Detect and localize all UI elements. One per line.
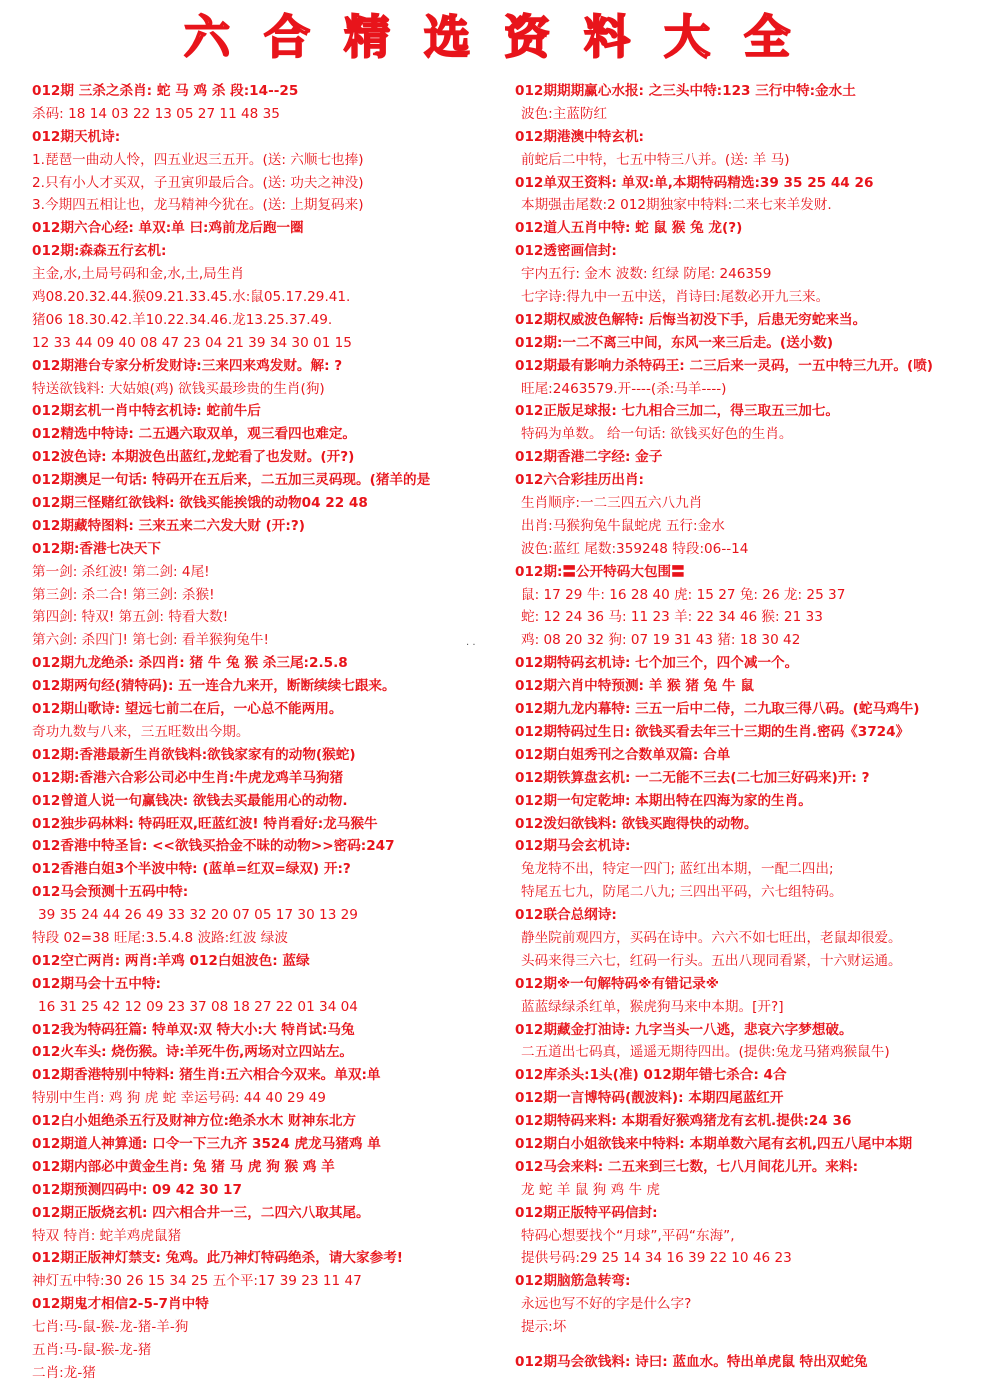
text-line: 特段 02=38 旺尾:3.5.4.8 波路:红波 绿波 — [32, 929, 288, 946]
section-heading: 012我为特码狂篇: 特单双:双 特大小:大 特肖试:马兔 — [32, 1021, 355, 1038]
section-heading: 012期香港二字经: 金子 — [515, 449, 663, 466]
section-heading: 012期※一句解特码※有错记录※ — [515, 975, 719, 992]
section-heading: 012期 三杀之杀肖: 蛇 马 鸡 杀 段:14--25 — [32, 83, 299, 99]
left-column — [32, 80, 500, 1385]
section-heading: 012期特码玄机诗: 七个加三个，四个减一个。 — [515, 655, 799, 672]
section-heading: 012期特码来料: 本期看好猴鸡猪龙有玄机.提供:24 36 — [515, 1113, 852, 1130]
section-heading: 012六合彩挂历出肖: — [515, 472, 644, 489]
section-heading: 012期澳足一句话: 特码开在五后来，二五加三灵码现。(猪羊的是 — [32, 472, 431, 489]
section-heading: 012期六肖中特预测: 羊 猴 猪 兔 牛 鼠 — [515, 678, 754, 695]
text-line: 永远也写不好的字是什么字? — [521, 1296, 692, 1313]
text-line: 出肖:马猴狗兔牛鼠蛇虎 五行:金水 — [521, 517, 725, 534]
text-line: 主金,水,土局号码和金,水,土,局生肖 — [32, 266, 244, 283]
text-line: 宇内五行: 金木 波数: 红绿 防尾: 246359 — [521, 266, 772, 283]
section-heading: 012期一句定乾坤: 本期出特在四海为家的生肖。 — [515, 792, 812, 809]
section-heading: 012期三怪赌红欲钱料: 欲钱买能挨饿的动物04 22 48 — [32, 495, 368, 512]
section-heading: 012正版足球报: 七九相合三加二，得三取五三加七。 — [515, 403, 840, 420]
text-line: 特尾五七九，防尾二八九; 三四出平码，六七组特码。 — [521, 884, 843, 901]
section-heading: 012期九龙绝杀: 杀四肖: 猪 牛 兔 猴 杀三尾:2.5.8 — [32, 655, 348, 672]
section-heading: 012期最有影响力杀特码王: 二三后来一灵码，一五中特三九开。(喷) — [515, 357, 933, 374]
text-line: 特码心想要找个“月球”,平码“东海”, — [521, 1227, 735, 1244]
section-heading: 012期港台专家分析发财诗:三来四来鸡发财。解: ? — [32, 357, 343, 374]
section-heading: 012期六合心经: 单双:单 曰:鸡前龙后跑一圈 — [32, 220, 304, 237]
section-heading: 012期一言博特码(靓波料): 本期四尾蓝红开 — [515, 1090, 784, 1107]
section-heading: 012期九龙内幕特: 三五一后中二侍，二九取三得八码。(蛇马鸡牛) — [515, 701, 920, 718]
text-line: 旺尾:2463579.开----(杀:马羊----) — [521, 380, 727, 397]
section-heading: 012期内部必中黄金生肖: 兔 猪 马 虎 狗 猴 鸡 羊 — [32, 1158, 335, 1175]
text-line: 龙 蛇 羊 鼠 狗 鸡 牛 虎 — [521, 1181, 660, 1198]
text-line: 五肖:马-鼠-猴-龙-猪 — [32, 1341, 152, 1358]
section-heading: 012道人五肖中特: 蛇 鼠 猴 兔 龙(?) — [515, 220, 743, 237]
section-heading: 012期道人神算通: 口令一下三九齐 3524 虎龙马猪鸡 单 — [32, 1135, 381, 1152]
section-heading: 012香港白姐3个半波中特: (蓝单=红双=绿双) 开:? — [32, 861, 351, 878]
text-line: 猪06 18.30.42.羊10.22.34.46.龙13.25.37.49. — [32, 311, 333, 328]
section-heading: 012波色诗: 本期波色出蓝红,龙蛇看了也发财。(开?) — [32, 449, 355, 466]
text-line: 特双 特肖: 蛇羊鸡虎鼠猪 — [32, 1227, 182, 1244]
text-line: 第三剑: 杀二合! 第三剑: 杀猴! — [32, 586, 215, 603]
text-line: 七肖:马-鼠-猴-龙-猪-羊-狗 — [32, 1319, 189, 1336]
section-heading: 012库杀头:1头(准) 012期年错七杀合: 4合 — [515, 1067, 787, 1084]
section-heading: 012期藏金打油诗: 九字当头一八逃，悲哀六字梦想破。 — [515, 1021, 853, 1038]
section-heading: 012曾道人说一句赢钱决: 欲钱去买最能用心的动物. — [32, 792, 348, 809]
section-heading: 012期:〓公开特码大包围〓 — [515, 563, 685, 580]
text-line: 七字诗:得九中一五中送，肖诗曰:尾数必开九三来。 — [521, 289, 830, 306]
text-line: 头码来得三六七，红码一行头。五出八现同看紧，十六财运通。 — [521, 952, 902, 969]
text-line: 第一剑: 杀红波! 第二剑: 4尾! — [32, 563, 210, 580]
section-heading: 012香港中特圣旨: <<欲钱买拾金不昧的动物>>密码:247 — [32, 838, 395, 855]
section-heading: 012期港澳中特玄机: — [515, 128, 644, 145]
section-heading: 012精选中特诗: 二五遇六取双单，观三看四也难定。 — [32, 426, 357, 443]
text-line: 特码为单数。 给一句话: 欲钱买好色的生肖。 — [521, 426, 793, 443]
section-heading: 012期山歌诗: 望远七前二在后，一心总不能两用。 — [32, 701, 343, 718]
section-heading: 012单双王资料: 单双:单,本期特码精选:39 35 25 44 26 — [515, 174, 874, 191]
text-line: 奇功九数与八来，三五旺数出今期。 — [32, 723, 250, 740]
text-line: 3.今期四五相让也，龙马精神今犹在。(送: 上期复码来) — [32, 197, 364, 214]
text-line: 神灯五中特:30 26 15 34 25 五个平:17 39 23 11 47 — [32, 1273, 362, 1290]
section-heading: 012马会来料: 二五来到三七数，七八月间花儿开。来料: — [515, 1158, 859, 1175]
section-heading: 012期马会十五中特: — [32, 975, 161, 992]
section-heading: 012期特码过生日: 欲钱买看去年三十三期的生肖.密码《3724》 — [515, 723, 910, 740]
section-heading: 012联合总纲诗: — [515, 907, 617, 924]
section-heading: 012期铁算盘玄机: 一二无能不三去(二七加三好码来)开: ? — [515, 769, 870, 786]
right-column — [515, 80, 1003, 1373]
text-line: 蛇: 12 24 36 马: 11 23 羊: 22 34 46 猴: 21 33 — [521, 609, 823, 626]
text-line: 波色:蓝红 尾数:359248 特段:06--14 — [521, 540, 749, 557]
text-line: 提示:坏 — [521, 1319, 567, 1336]
text-line: 特送欲钱料: 大姑娘(鸡) 欲钱买最珍贵的生肖(狗) — [32, 380, 325, 397]
text-line: 16 31 25 42 12 09 23 37 08 18 27 22 01 34 04 — [38, 998, 358, 1015]
section-heading: 012期正版特平码信封: — [515, 1204, 658, 1221]
text-line: 本期强击尾数:2 012期独家中特料:二来七来羊发财. — [521, 197, 832, 214]
text-line: 鸡: 08 20 32 狗: 07 19 31 43 猪: 18 30 42 — [521, 632, 801, 649]
text-line: 二肖:龙-猪 — [32, 1364, 96, 1381]
text-line: 生肖顺序:一二三四五六八九肖 — [521, 495, 703, 512]
text-line: 蓝蓝绿绿杀红单，猴虎狗马来中本期。[开?] — [521, 998, 784, 1015]
text-line: 二五道出七码真，遥遥无期待四出。(提供:兔龙马猪鸡猴鼠牛) — [521, 1044, 890, 1061]
text-line: 鸡08.20.32.44.猴09.21.33.45.水:鼠05.17.29.41. — [32, 289, 351, 306]
text-line: 39 35 24 44 26 49 33 32 20 07 05 17 30 13 29 — [38, 907, 358, 924]
text-line: 提供号码:29 25 14 34 16 39 22 10 46 23 — [521, 1250, 792, 1267]
section-heading: 012期白姐秀刊之合数单双篇: 合单 — [515, 746, 731, 763]
text-line: 1.琵琶一曲动人怜，四五业迟三五开。(送: 六顺七也捧) — [32, 151, 364, 168]
section-heading: 012期权威波色解特: 后悔当初没下手，后患无穷蛇来当。 — [515, 311, 867, 328]
section-heading: 012期:香港七决天下 — [32, 540, 161, 557]
text-line: 兔龙特不出，特定一四门; 蓝红出本期，一配二四出; — [521, 861, 834, 878]
section-heading: 012期:香港最新生肖欲钱料:欲钱家家有的动物(猴蛇) — [32, 746, 356, 763]
section-heading: 012期香港特别中特料: 猪生肖:五六相合今双来。单双:单 — [32, 1067, 381, 1084]
text-line: 12 33 44 09 40 08 47 23 04 21 39 34 30 01 15 — [32, 334, 352, 351]
section-heading: 012期两句经(猜特码): 五一连合九来开，断断续续七跟来。 — [32, 678, 396, 695]
section-heading: 012期马会玄机诗: — [515, 838, 631, 855]
section-heading: 012马会预测十五码中特: — [32, 884, 189, 901]
text-line: 鼠: 17 29 牛: 16 28 40 虎: 15 27 兔: 26 龙: 25 37 — [521, 586, 846, 603]
section-heading: 012期:一二不离三中间，东风一来三后走。(送小数) — [515, 334, 834, 351]
text-line: 静坐院前观四方，买码在诗中。六六不如七旺出，老鼠却很爱。 — [521, 929, 902, 946]
text-line: 第四剑: 特双! 第五剑: 特看大数! — [32, 609, 229, 626]
page-title: 六合精选资料大全 — [184, 10, 824, 64]
section-heading: 012期正版烧玄机: 四六相合井一三，二四六八取其尾。 — [32, 1204, 370, 1221]
section-heading: 012期:森森五行玄机: — [32, 243, 167, 260]
text-line: 特别中生肖: 鸡 狗 虎 蛇 幸运号码: 44 40 29 49 — [32, 1090, 326, 1107]
section-heading: 012火车头: 烧伤猴。诗:羊死牛伤,两场对立四站左。 — [32, 1044, 354, 1061]
section-heading: 012透密画信封: — [515, 243, 617, 260]
section-heading: 012期天机诗: — [32, 128, 121, 145]
section-heading: 012期脑筋急转弯: — [515, 1273, 631, 1290]
section-heading: 012期:香港六合彩公司必中生肖:牛虎龙鸡羊马狗猪 — [32, 769, 344, 786]
section-heading: 012期预测四码中: 09 42 30 17 — [32, 1181, 242, 1198]
section-heading: 012空亡两肖: 两肖:羊鸡 012白姐波色: 蓝绿 — [32, 952, 310, 969]
section-heading: 012期期期赢心水报: 之三头中特:123 三行中特:金水土 — [515, 83, 856, 99]
section-heading: 012期玄机一肖中特玄机诗: 蛇前牛后 — [32, 403, 261, 420]
section-heading: 012期白小姐欲钱来中特料: 本期单数六尾有玄机,四五八尾中本期 — [515, 1135, 913, 1152]
text-line: 杀码: 18 14 03 22 13 05 27 11 48 35 — [32, 105, 280, 122]
decorative-dots: · · — [466, 640, 476, 651]
text-line: 2.只有小人才买双，子丑寅卯最后合。(送: 功夫之神没) — [32, 174, 364, 191]
section-heading: 012独步码林料: 特码旺双,旺蓝红波! 特肖看好:龙马猴牛 — [32, 815, 378, 832]
section-heading: 012期鬼才相信2-5-7肖中特 — [32, 1296, 209, 1313]
section-heading: 012泼妇欲钱料: 欲钱买跑得快的动物。 — [515, 815, 758, 832]
text-line: 第六剑: 杀四门! 第七剑: 看羊猴狗兔牛! — [32, 632, 269, 649]
section-heading: 012期正版神灯禁支: 兔鸡。此乃神灯特码绝杀，请大家参考! — [32, 1250, 403, 1267]
text-line: 前蛇后二中特，七五中特三八并。(送: 羊 马) — [521, 151, 790, 168]
text-line: 波色:主蓝防红 — [521, 105, 608, 122]
section-heading: 012期藏特图料: 三来五来二六发大财 (开:?) — [32, 517, 305, 534]
section-heading: 012期马会欲钱料: 诗曰: 蓝血水。特出单虎鼠 特出双蛇兔 — [515, 1353, 868, 1370]
section-heading: 012白小姐绝杀五行及财神方位:绝杀水木 财神东北方 — [32, 1113, 357, 1130]
